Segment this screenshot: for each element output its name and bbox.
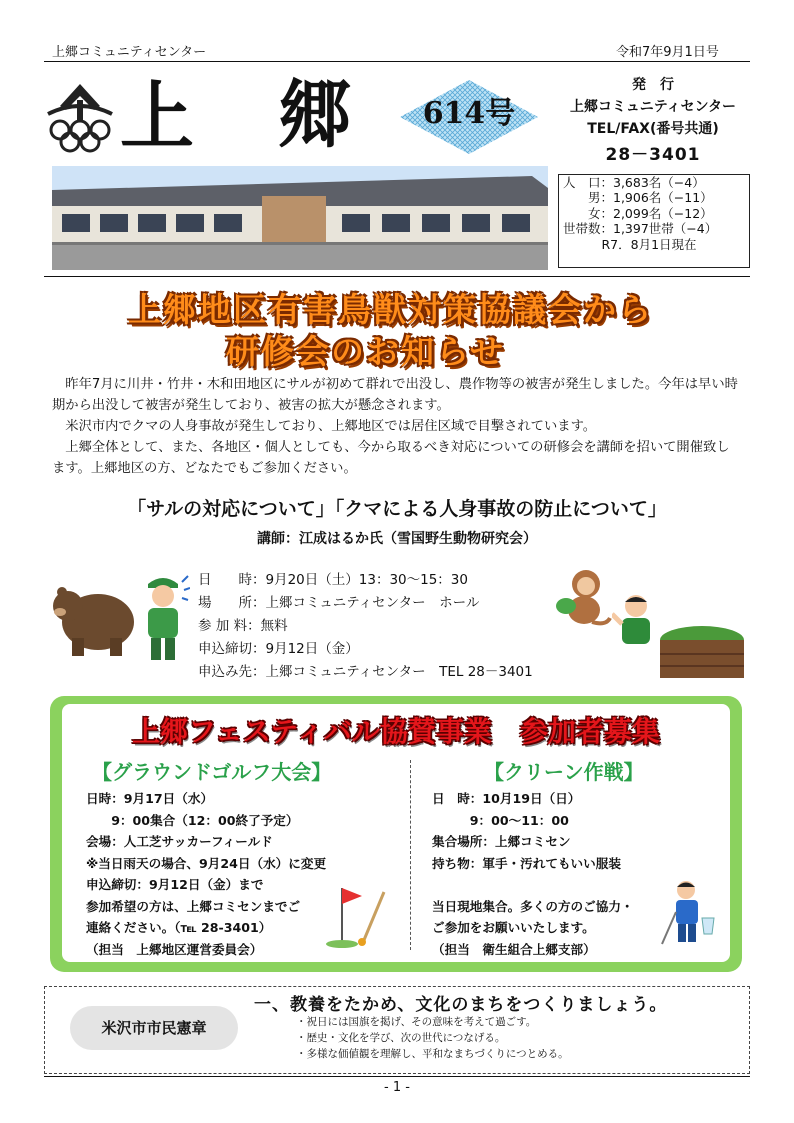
publisher-tel: 28－3401 [605,145,701,165]
charter-item: ・歴史・文化を学び、次の世代につなげる。 [296,1032,506,1044]
citizen-charter-badge: 米沢市市民憲章 [70,1006,238,1050]
population-box [558,174,750,268]
header-rule [44,61,750,62]
header-org: 上郷コミュニティセンター [52,45,207,60]
groundgolf-line: 参加希望の方は、上郷コミセンまでご [86,898,301,914]
festival-title: 上郷フェスティバル協賛事業 参加者募集 [132,715,660,748]
issue-number: 614号 [422,96,516,131]
event-fee: 参 加 料：無料 [198,618,288,634]
publisher-label: 発 行 [632,77,674,93]
article-paragraph: 米沢市内でクマの人身事故が発生しており、上郷地区では居住区域で目撃されています。 [65,419,597,434]
groundgolf-details [86,788,326,960]
publisher-tel-label: TEL/FAX(番号共通) [587,121,719,137]
publisher-org: 上郷コミュニティセンター [569,99,737,115]
bear-illustration-icon [52,572,136,658]
article-body [52,374,742,479]
event-contact: 申込み先：上郷コミュニティセンター TEL 28－3401 [198,664,533,680]
footer-rule [44,1076,750,1077]
groundgolf-line: 申込締切：9月12日（金）まで [86,877,264,892]
cleanup-heading: 【クリーン作戦】 [484,760,644,784]
population-female: 女：2,099名（−12） [563,205,713,221]
population-households: 世帯数：1,397世帯（−4） [563,221,718,237]
crop-field-illustration-icon [660,624,744,678]
groundgolf-line: （担当 上郷地区運営委員会） [86,941,263,957]
cleanup-line: 集合場所：上郷コミセン [432,834,571,849]
event-venue: 場 所：上郷コミュニティセンター ホール [198,595,480,611]
header-date: 令和7年9月1日号 [616,45,719,60]
farmer-illustration-icon [612,592,658,656]
article-paragraph: 上郷全体として、また、各地区・個人としても、今から取るべき対応についての研修会を講師を招いて開催致します。上郷地区の方、どなたでもご参加ください。 [52,440,730,476]
community-center-photo [52,166,548,270]
article-title-line1: 上郷地区有害鳥獣対策協議会から [128,290,653,329]
cleanup-line: 持ち物：軍手・汚れてもいい服装 [432,855,621,871]
cleanup-person-icon [658,878,718,948]
groundgolf-line: ※当日雨天の場合、9月24日（水）に変更 [86,855,327,871]
festival-divider [410,760,411,950]
lecture-topic: 「サルの対応について」「クマによる人身事故の防止について」 [127,498,667,520]
charter-item: ・多様な価値観を理解し、平和なまちづくりにつとめる。 [296,1048,569,1060]
monkey-illustration-icon [552,566,616,630]
groundgolf-line: 会場：人工芝サッカーフィールド [86,834,273,849]
title-char-2: 郷 [278,72,352,158]
town-emblem-icon [42,78,118,154]
cleanup-details [432,788,634,960]
cleanup-line [432,874,634,896]
population-total: 人 口：3,683名（−4） [563,175,705,190]
groundgolf-heading: 【グラウンドゴルフ大会】 [92,760,332,784]
cleanup-line: 日 時：10月19日（日） [432,791,581,806]
groundgolf-line: 日時：9月17日（水） [86,791,214,806]
cleanup-line: 9：00～11：00 [432,812,569,828]
population-male: 男：1,906名（−11） [563,190,713,206]
event-details [198,569,533,684]
charter-item: ・祝日には国旗を掲げ、その意味を考えて過ごす。 [296,1016,537,1028]
citizen-charter-items [296,1014,569,1062]
lecturer: 講師：江成はるか氏（雪国野生動物研究会） [257,531,537,547]
article-paragraph: 昨年7月に川井・竹井・木和田地区にサルが初めて群れで出没し、農作物等の被害が発生しました。今年は早い時期から出没して被害が発生しており、被害の拡大が懸念されます。 [52,377,738,413]
article-title-line2: 研修会のお知らせ [226,332,506,371]
groundgolf-line: 連絡ください。（℡ 28-3401） [86,920,272,935]
cleanup-line: 当日現地集合。多くの方のご協力・ [432,898,634,914]
event-datetime: 日 時：9月20日（土）13：30～15：30 [198,572,468,588]
event-deadline: 申込締切：9月12日（金） [198,641,359,657]
section-rule [44,276,750,277]
page-number: - 1 - [384,1080,410,1095]
citizen-charter-heading: 一、教養をたかめ、文化のまちをつくりましょう。 [254,995,668,1015]
title-char-1: 上 [120,74,194,160]
cleanup-line: （担当 衛生組合上郷支部） [432,941,596,957]
golf-flag-icon [322,884,394,952]
groundgolf-line: 9：00集合（12：00終了予定） [86,812,299,828]
population-as-of: R7．8月1日現在 [589,236,697,252]
surprised-person-icon [136,572,190,662]
cleanup-line: ご参加をお願いいたします。 [432,920,595,935]
